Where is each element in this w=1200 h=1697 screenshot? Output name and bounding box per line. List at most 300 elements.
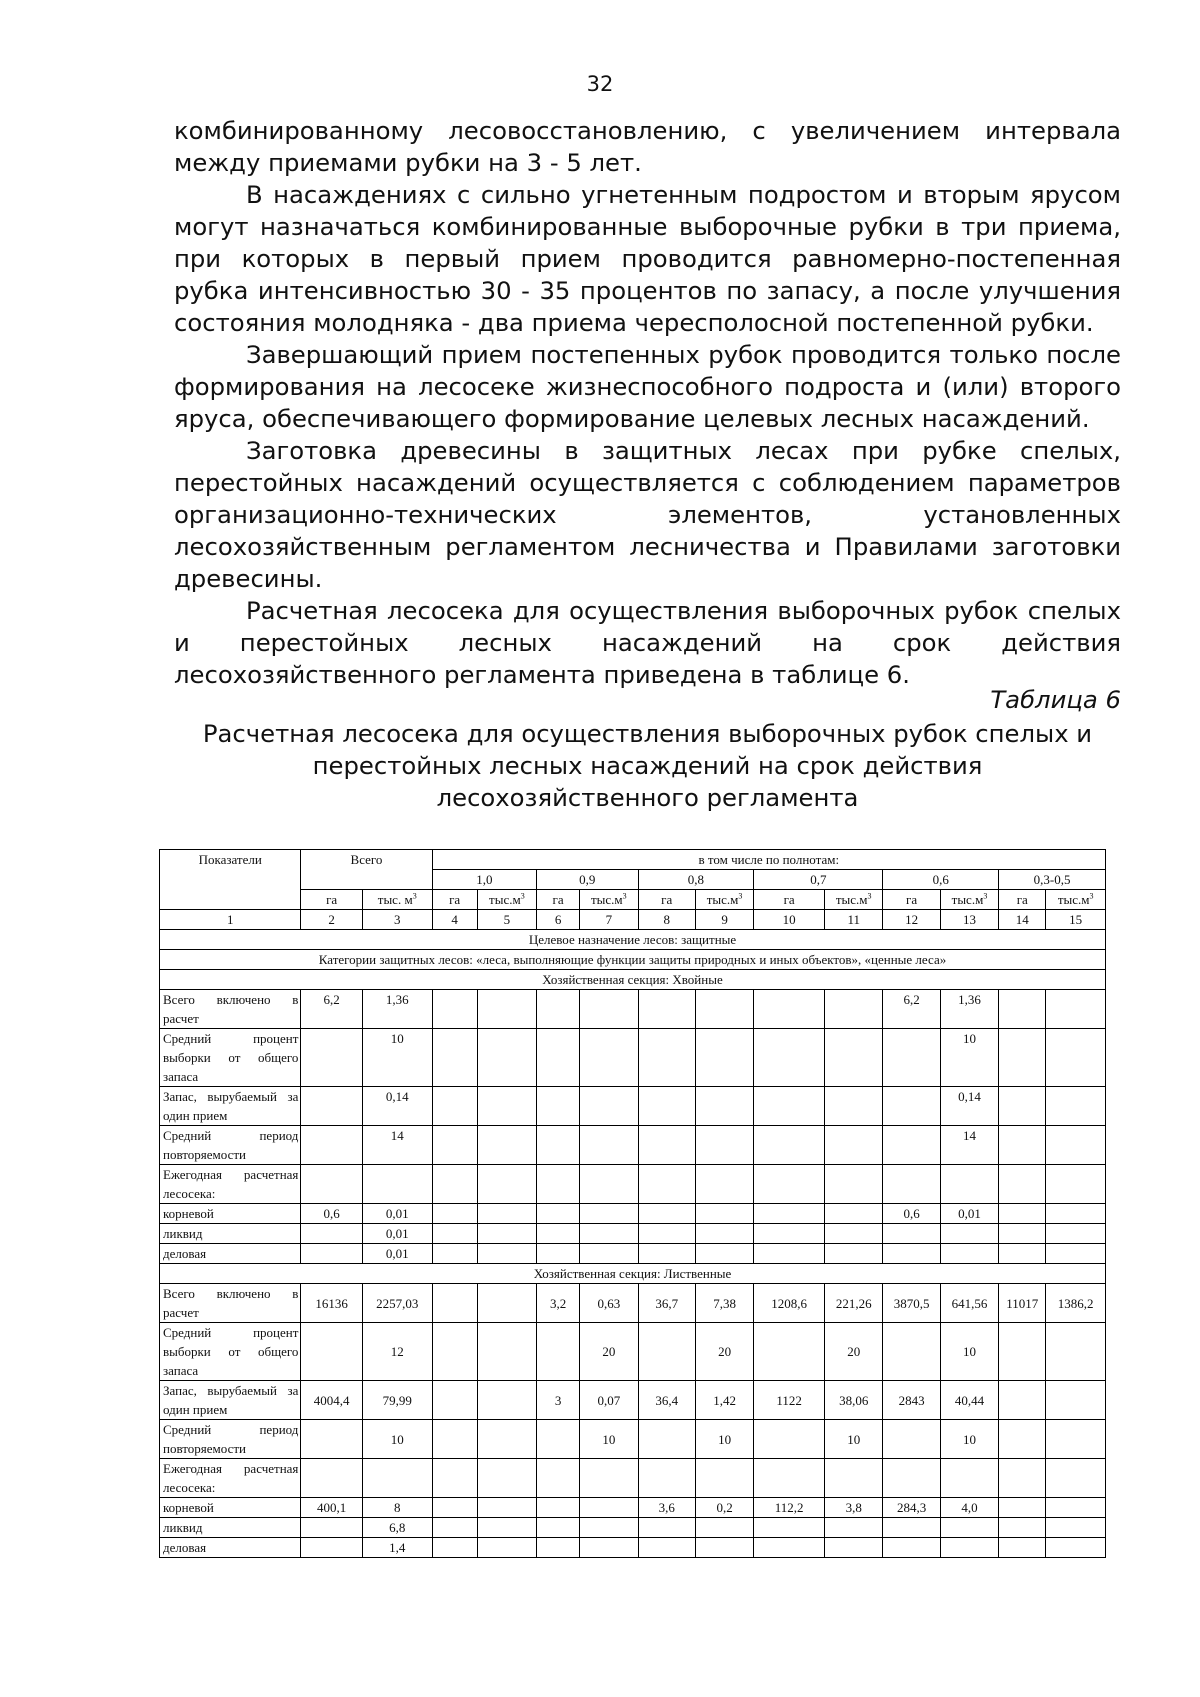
table-cell (1046, 1323, 1106, 1381)
table-cell (432, 1126, 477, 1165)
table-cell (695, 1165, 753, 1204)
table-cell (301, 1126, 362, 1165)
header-density: 0,6 (883, 870, 999, 890)
table-cell (432, 1381, 477, 1420)
table-cell (537, 1165, 580, 1204)
table-cell (825, 1518, 883, 1538)
table-cell (1046, 1224, 1106, 1244)
table-cell (638, 990, 695, 1029)
table-cell (1046, 1244, 1106, 1264)
table-cell (754, 1165, 825, 1204)
table-cell (883, 1244, 940, 1264)
table-row (160, 990, 1106, 1029)
table-cell (754, 1323, 825, 1381)
paragraph: комбинированному лесовосстановлению, с увеличением интервала между приемами рубки на 3 - 5 лет. (174, 116, 1121, 177)
table-cell: 1,42 (695, 1381, 753, 1420)
header-indicators: Показатели (160, 850, 301, 910)
row-label: деловая (160, 1538, 301, 1558)
table-cell (477, 1459, 536, 1498)
table-cell: 38,06 (825, 1381, 883, 1420)
table-cell (999, 1420, 1046, 1459)
table-cell: 0,6 (301, 1204, 362, 1224)
table-cell (638, 1087, 695, 1126)
table-cell (580, 1498, 638, 1518)
table-cell (477, 1087, 536, 1126)
table-cell (477, 1538, 536, 1558)
table-cell (301, 1165, 362, 1204)
table-cell (940, 1538, 998, 1558)
table-cell: 10 (940, 1420, 998, 1459)
table-cell: 14 (940, 1126, 998, 1165)
table-row (160, 1420, 1106, 1459)
table-cell (940, 1459, 998, 1498)
row-label: Всего включено в расчет (160, 990, 301, 1029)
table-cell (825, 1224, 883, 1244)
table-cell (999, 1029, 1046, 1087)
column-number: 9 (695, 910, 753, 930)
table-cell: 4,0 (940, 1498, 998, 1518)
table-cell (432, 1323, 477, 1381)
table-cell: 40,44 (940, 1381, 998, 1420)
header-unit-ha: га (432, 890, 477, 910)
table-cell (999, 1126, 1046, 1165)
table-cell (537, 1087, 580, 1126)
table-title-line: Расчетная лесосека для осуществления выборочных рубок спелых и (202, 719, 1093, 748)
column-number: 12 (883, 910, 940, 930)
table-row (160, 1087, 1106, 1126)
header-density: 0,7 (754, 870, 883, 890)
header-density: 0,8 (638, 870, 754, 890)
table-cell (695, 990, 753, 1029)
table-cell (432, 1420, 477, 1459)
table-cell (754, 1126, 825, 1165)
table-cell (940, 1244, 998, 1264)
table-row (160, 1224, 1106, 1244)
table-cell: 10 (940, 1323, 998, 1381)
column-number: 7 (580, 910, 638, 930)
table-cell (999, 1204, 1046, 1224)
paragraph: В насаждениях с сильно угнетенным подростом и вторым ярусом могут назначаться комбинированные выборочные рубки в три приема, при которых в первый прием проводится равномерно-постепенная рубка интенсивностью 30 - 35 процентов по запасу, а после улучшения состояния молодняка - два приема чересполосной постепенной рубки. (174, 180, 1121, 337)
table-cell (432, 1165, 477, 1204)
table-cell (883, 1420, 940, 1459)
column-number: 11 (825, 910, 883, 930)
table-cell (695, 1224, 753, 1244)
table-cell (580, 1538, 638, 1558)
table-cell (580, 1029, 638, 1087)
table-cell (825, 1244, 883, 1264)
paragraph: Заготовка древесины в защитных лесах при рубке спелых, перестойных насаждений осуществляется с соблюдением параметров организационно-технических элементов, установленных лесохозяйственным регламентом лесничества и Правилами заготовки древесины. (174, 436, 1121, 593)
table-cell (1046, 1459, 1106, 1498)
table-cell (825, 1126, 883, 1165)
header-unit-thousand-m3: тыс. $м^3$ (362, 890, 432, 910)
table-cell: 36,7 (638, 1284, 695, 1323)
table-cell (999, 1498, 1046, 1518)
table-cell (537, 1498, 580, 1518)
table-cell: 6,2 (883, 990, 940, 1029)
table-cell (301, 1518, 362, 1538)
table-cell (477, 1518, 536, 1538)
column-number: 4 (432, 910, 477, 930)
column-number: 6 (537, 910, 580, 930)
table-cell: 3,2 (537, 1284, 580, 1323)
table-cell: 1,36 (940, 990, 998, 1029)
table-cell: 10 (695, 1420, 753, 1459)
table-cell (537, 1204, 580, 1224)
table-cell (695, 1244, 753, 1264)
table-cell (825, 1459, 883, 1498)
table-cell (1046, 1165, 1106, 1204)
table-cell (999, 990, 1046, 1029)
table-cell (883, 1518, 940, 1538)
table-cell: 3,8 (825, 1498, 883, 1518)
table-cell (883, 1459, 940, 1498)
table-cell (883, 1224, 940, 1244)
table-cell (825, 1029, 883, 1087)
column-number: 5 (477, 910, 536, 930)
row-label: деловая (160, 1244, 301, 1264)
table-cell (477, 1244, 536, 1264)
table-cell: 6,8 (362, 1518, 432, 1538)
row-label: Средний период повторяемости (160, 1126, 301, 1165)
table-cell: 12 (362, 1323, 432, 1381)
paragraph: Завершающий прием постепенных рубок проводится только после формирования на лесосеке жизнеспособного подроста и (или) второго яруса, обеспечивающего формирование целевых лесных насаждений. (174, 340, 1121, 433)
table-cell (883, 1029, 940, 1087)
table-cell (537, 1420, 580, 1459)
cutting-area-table (159, 849, 1106, 1558)
table-cell (999, 1224, 1046, 1244)
header-unit-ha: га (999, 890, 1046, 910)
row-label: Средний процент выборки от общего запаса (160, 1029, 301, 1087)
table-cell (301, 1323, 362, 1381)
table-cell: 1122 (754, 1381, 825, 1420)
table-cell (477, 1284, 536, 1323)
column-number: 1 (160, 910, 301, 930)
table-cell: 0,01 (940, 1204, 998, 1224)
table-cell: 112,2 (754, 1498, 825, 1518)
table-cell (537, 1126, 580, 1165)
table-cell (432, 1029, 477, 1087)
table-title-line: перестойных лесных насаждений на срок действия (312, 751, 983, 780)
column-number: 3 (362, 910, 432, 930)
column-number: 8 (638, 910, 695, 930)
row-label: ликвид (160, 1518, 301, 1538)
row-label: Средний период повторяемости (160, 1420, 301, 1459)
table-cell: 2843 (883, 1381, 940, 1420)
table-cell: 0,63 (580, 1284, 638, 1323)
table-row (160, 1126, 1106, 1165)
row-label: Запас, вырубаемый за один прием (160, 1087, 301, 1126)
table-cell (638, 1126, 695, 1165)
table-cell: 1208,6 (754, 1284, 825, 1323)
row-label: корневой (160, 1204, 301, 1224)
table-cell (301, 1029, 362, 1087)
table-row (160, 1518, 1106, 1538)
table-cell (999, 1087, 1046, 1126)
page-number: 32 (586, 72, 614, 96)
table-row (160, 1498, 1106, 1518)
header-unit-thousand-m3: $тыс.м^3$ (940, 890, 998, 910)
table-cell: 79,99 (362, 1381, 432, 1420)
table-cell (477, 1323, 536, 1381)
table-cell (695, 1518, 753, 1538)
table-cell: 2257,03 (362, 1284, 432, 1323)
table-cell (638, 1323, 695, 1381)
row-label: Всего включено в расчет (160, 1284, 301, 1323)
table-cell: 284,3 (883, 1498, 940, 1518)
table-cell (940, 1518, 998, 1538)
table-cell (754, 1459, 825, 1498)
table-cell (580, 1204, 638, 1224)
table-cell (537, 1459, 580, 1498)
table-cell (580, 1244, 638, 1264)
table-cell (883, 1126, 940, 1165)
table-cell (1046, 1518, 1106, 1538)
table-cell (537, 1323, 580, 1381)
table-cell (999, 1381, 1046, 1420)
table-cell (580, 1087, 638, 1126)
table-cell (638, 1459, 695, 1498)
table-cell: 10 (825, 1420, 883, 1459)
table-cell (940, 1224, 998, 1244)
header-unit-thousand-m3: $тыс.м^3$ (695, 890, 753, 910)
section-title-conifers: Хозяйственная секция: Хвойные (160, 970, 1106, 990)
header-unit-ha: га (754, 890, 825, 910)
table-cell: 400,1 (301, 1498, 362, 1518)
table-cell (754, 1420, 825, 1459)
table-cell (754, 1244, 825, 1264)
header-unit-ha: га (537, 890, 580, 910)
table-cell: 10 (940, 1029, 998, 1087)
row-label: корневой (160, 1498, 301, 1518)
table-cell (1046, 1126, 1106, 1165)
table-cell (362, 1165, 432, 1204)
table-cell: 1,4 (362, 1538, 432, 1558)
table-title (174, 718, 1121, 814)
purpose-row: Целевое назначение лесов: защитные (160, 930, 1106, 950)
table-cell (580, 1224, 638, 1244)
table-row (160, 1165, 1106, 1204)
table-cell (301, 1224, 362, 1244)
table-cell (537, 1518, 580, 1538)
table-cell (537, 1538, 580, 1558)
row-label: Запас, вырубаемый за один прием (160, 1381, 301, 1420)
table-cell (537, 1224, 580, 1244)
table-cell: 3 (537, 1381, 580, 1420)
table-title-line: лесохозяйственного регламента (436, 783, 859, 812)
paragraph: Расчетная лесосека для осуществления выборочных рубок спелых и перестойных лесных насаждений на срок действия лесохозяйственного регламента приведена в таблице 6. (174, 596, 1121, 689)
table-cell: 7,38 (695, 1284, 753, 1323)
table-cell (1046, 1029, 1106, 1087)
table-cell (477, 1029, 536, 1087)
table-row (160, 1244, 1106, 1264)
table-cell: 0,14 (940, 1087, 998, 1126)
table-cell (301, 1420, 362, 1459)
table-cell (301, 1087, 362, 1126)
table-cell (695, 1538, 753, 1558)
table-cell: 36,4 (638, 1381, 695, 1420)
table-cell (825, 1204, 883, 1224)
table-cell (638, 1244, 695, 1264)
header-unit-thousand-m3: $тыс.м^3$ (580, 890, 638, 910)
table-cell: 16136 (301, 1284, 362, 1323)
table-row (160, 1204, 1106, 1224)
table-cell: 0,01 (362, 1224, 432, 1244)
column-number: 10 (754, 910, 825, 930)
table-cell (883, 1165, 940, 1204)
header-unit-ha: га (301, 890, 362, 910)
table-cell (754, 1224, 825, 1244)
table-cell (638, 1204, 695, 1224)
table-cell: 1,36 (362, 990, 432, 1029)
table-cell (825, 1165, 883, 1204)
header-including: в том числе по полнотам: (432, 850, 1105, 870)
column-number: 15 (1046, 910, 1106, 930)
table-cell: 8 (362, 1498, 432, 1518)
header-density: 1,0 (432, 870, 537, 890)
table-cell (1046, 1087, 1106, 1126)
table-cell (754, 1029, 825, 1087)
table-cell (999, 1165, 1046, 1204)
row-label: Ежегодная расчетная лесосека: (160, 1459, 301, 1498)
table-cell (432, 1498, 477, 1518)
table-cell: 20 (825, 1323, 883, 1381)
table-cell: 6,2 (301, 990, 362, 1029)
table-cell (477, 1498, 536, 1518)
table-cell (883, 1323, 940, 1381)
table-cell (754, 1518, 825, 1538)
table-cell (477, 1204, 536, 1224)
table-cell (432, 1204, 477, 1224)
table-cell: 10 (362, 1420, 432, 1459)
table-cell (432, 1538, 477, 1558)
table-cell (638, 1165, 695, 1204)
table-cell: 0,2 (695, 1498, 753, 1518)
table-cell: 0,14 (362, 1087, 432, 1126)
table-cell (1046, 1381, 1106, 1420)
header-unit-ha: га (883, 890, 940, 910)
table-cell (999, 1518, 1046, 1538)
table-cell (1046, 1538, 1106, 1558)
header-density: 0,3-0,5 (999, 870, 1106, 890)
header-unit-thousand-m3: $тыс.м^3$ (477, 890, 536, 910)
table-cell: 1386,2 (1046, 1284, 1106, 1323)
categories-row: Категории защитных лесов: «леса, выполняющие функции защиты природных и иных объектов», «ценные леса» (160, 950, 1106, 970)
table-cell (695, 1126, 753, 1165)
table-cell (477, 1126, 536, 1165)
table-cell (1046, 1204, 1106, 1224)
table-cell: 221,26 (825, 1284, 883, 1323)
table-label: Таблица 6 (990, 685, 1121, 714)
table-cell: 14 (362, 1126, 432, 1165)
row-label: Ежегодная расчетная лесосека: (160, 1165, 301, 1204)
table-cell (883, 1538, 940, 1558)
table-cell (362, 1459, 432, 1498)
table-cell (638, 1224, 695, 1244)
table-cell (695, 1459, 753, 1498)
header-total: Всего (301, 850, 432, 890)
table-cell (432, 1284, 477, 1323)
table-cell: 11017 (999, 1284, 1046, 1323)
table-cell (754, 1538, 825, 1558)
table-cell: 4004,4 (301, 1381, 362, 1420)
column-number: 2 (301, 910, 362, 930)
table-cell (638, 1029, 695, 1087)
table-cell (999, 1538, 1046, 1558)
table-cell (301, 1538, 362, 1558)
table-cell (580, 1126, 638, 1165)
table-cell: 20 (695, 1323, 753, 1381)
column-number: 13 (940, 910, 998, 930)
table-cell (432, 1459, 477, 1498)
table-cell (432, 990, 477, 1029)
table-row (160, 1459, 1106, 1498)
table-cell (638, 1538, 695, 1558)
table-cell (999, 1459, 1046, 1498)
table-cell (1046, 1498, 1106, 1518)
table-cell: 0,07 (580, 1381, 638, 1420)
table-cell: 0,6 (883, 1204, 940, 1224)
table-cell (883, 1087, 940, 1126)
table-row (160, 1029, 1106, 1087)
row-label: Средний процент выборки от общего запаса (160, 1323, 301, 1381)
table-cell (638, 1420, 695, 1459)
table-cell (940, 1165, 998, 1204)
table-cell: 0,01 (362, 1244, 432, 1264)
table-cell (580, 990, 638, 1029)
table-cell (825, 1087, 883, 1126)
table-cell (1046, 990, 1106, 1029)
table-cell (1046, 1420, 1106, 1459)
table-cell: 10 (580, 1420, 638, 1459)
table-cell (825, 1538, 883, 1558)
table-cell (695, 1029, 753, 1087)
table-row (160, 1284, 1106, 1323)
table-cell (432, 1087, 477, 1126)
table-cell (537, 1029, 580, 1087)
table-cell: 0,01 (362, 1204, 432, 1224)
table-cell (432, 1224, 477, 1244)
header-unit-thousand-m3: $тыс.м^3$ (1046, 890, 1106, 910)
table-cell (477, 1224, 536, 1244)
body-text (174, 115, 1121, 691)
table-cell (695, 1087, 753, 1126)
table-cell (537, 990, 580, 1029)
table-cell (825, 990, 883, 1029)
table-cell (580, 1518, 638, 1538)
table-cell (477, 1381, 536, 1420)
table-cell: 3,6 (638, 1498, 695, 1518)
table-cell (477, 1420, 536, 1459)
table-cell: 3870,5 (883, 1284, 940, 1323)
table-row (160, 1381, 1106, 1420)
table-cell (695, 1204, 753, 1224)
header-unit-ha: га (638, 890, 695, 910)
table-cell (638, 1518, 695, 1538)
row-label: ликвид (160, 1224, 301, 1244)
header-unit-thousand-m3: $тыс.м^3$ (825, 890, 883, 910)
table-cell (477, 990, 536, 1029)
table-cell (580, 1459, 638, 1498)
table-cell (999, 1323, 1046, 1381)
section-title-deciduous: Хозяйственная секция: Лиственные (160, 1264, 1106, 1284)
table-cell: 10 (362, 1029, 432, 1087)
table-row (160, 1323, 1106, 1381)
table-cell (537, 1244, 580, 1264)
table-row (160, 1538, 1106, 1558)
table-cell (999, 1244, 1046, 1264)
table-cell (432, 1244, 477, 1264)
header-density: 0,9 (537, 870, 638, 890)
